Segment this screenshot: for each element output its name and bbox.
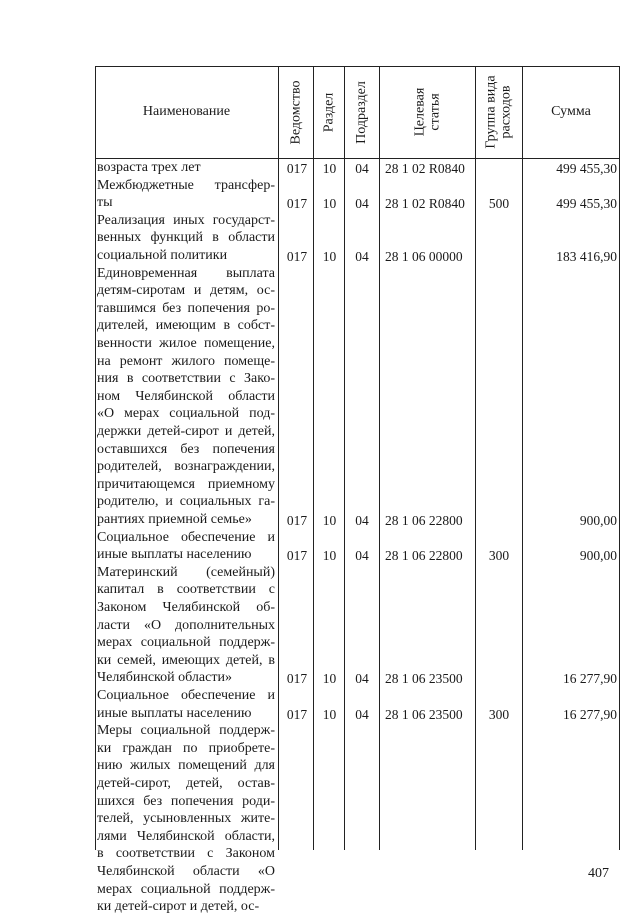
- header-gruppa: [475, 66, 522, 158]
- header-podrazdel: [344, 66, 379, 158]
- row-gruppa: 500: [488, 196, 510, 212]
- header-razdel: [313, 66, 344, 158]
- row-name-line: детям-сиротам и детям, ос-: [97, 283, 275, 299]
- row-razdel: 10: [322, 161, 337, 176]
- row-name-line: иные выплаты населению: [97, 705, 252, 721]
- row-name-line: ки граждан по приобрете-: [97, 740, 275, 756]
- row-summa: 499 455,30: [556, 196, 617, 212]
- header-gruppa-line1: Группа вида: [483, 75, 499, 149]
- row-name-line: Социальное обеспечение и: [97, 688, 275, 703]
- row-name-line: Меры социальной поддерж-: [97, 723, 275, 739]
- row-name-line: мерах социальной поддерж-: [97, 635, 275, 651]
- row-razdel: 10: [322, 706, 337, 722]
- row-razdel: 10: [322, 548, 337, 564]
- row-summa: 16 277,90: [563, 706, 617, 722]
- row-name: [97, 177, 275, 212]
- row-ved: 017: [286, 513, 308, 528]
- row-celevaya: 28 1 06 22800: [385, 513, 463, 528]
- row-gruppa: 300: [488, 548, 510, 564]
- row-name: [97, 564, 275, 687]
- row-name: [97, 687, 275, 722]
- row-name-line: оставшихся без попечения: [97, 441, 275, 457]
- row-name-line: детей-сирот, детей, остав-: [97, 775, 275, 791]
- row-podrazdel: 04: [355, 161, 369, 176]
- row-name-line: родителей, вознаграждении,: [97, 459, 275, 475]
- row-podrazdel: 04: [355, 196, 369, 212]
- row-razdel: 10: [322, 196, 337, 212]
- row-celevaya: 28 1 02 R0840: [385, 196, 465, 212]
- row-summa: 183 416,90: [556, 249, 617, 264]
- row-name-line: шихся без попечения роди-: [97, 793, 275, 809]
- row-ved: 017: [286, 249, 308, 264]
- row-podrazdel: 04: [355, 548, 369, 564]
- row-name-line: Социальное обеспечение и: [97, 529, 275, 545]
- row-celevaya: 28 1 06 23500: [385, 671, 463, 687]
- row-gruppa: 300: [488, 706, 510, 722]
- row-podrazdel: 04: [355, 249, 369, 264]
- header-ved-text: Ведомство: [288, 80, 303, 144]
- row-name-line: социальной политики: [97, 247, 228, 263]
- row-name-line: Материнский (семейный): [97, 564, 275, 580]
- row-razdel: 10: [322, 671, 337, 687]
- row-name-line: Единовременная выплата: [97, 265, 275, 281]
- header-celevaya: [379, 66, 475, 158]
- row-name-line: иные выплаты населению: [97, 547, 252, 563]
- header-celevaya-line1: Целевая: [411, 87, 427, 137]
- header-name: [95, 66, 278, 158]
- row-podrazdel: 04: [355, 671, 369, 687]
- row-summa: 900,00: [579, 513, 617, 528]
- row-name: [97, 159, 275, 177]
- col-border-left: [95, 66, 96, 850]
- row-ved: 017: [286, 671, 308, 687]
- header-summa-text: Сумма: [551, 104, 591, 119]
- row-name-line: рантиях приемной семье»: [97, 511, 252, 527]
- header-name-text: Наименование: [142, 104, 231, 119]
- page-number: 407: [588, 866, 609, 881]
- col-border-summa: [522, 66, 523, 850]
- row-name-line: телей, усыновленных жите-: [97, 811, 275, 827]
- row-name-line: дителей, имеющим в собст-: [97, 318, 275, 334]
- row-name-line: Челябинской области «О: [97, 863, 275, 879]
- row-razdel: 10: [322, 513, 337, 528]
- row-name: [97, 722, 275, 916]
- row-name-line: ки семей, имеющих детей, в: [97, 652, 275, 668]
- row-ved: 017: [286, 161, 308, 176]
- row-name-line: «О мерах социальной под-: [97, 406, 275, 422]
- header-razdel-text: Раздел: [321, 92, 337, 132]
- row-summa: 499 455,30: [556, 161, 617, 176]
- row-name-line: ты: [97, 195, 113, 211]
- row-name-line: капитал в соответствии с: [97, 582, 275, 598]
- row-name-line: держки детей-сирот и детей,: [97, 423, 275, 439]
- row-name-line: причитающемся приемному: [97, 476, 275, 492]
- header-gruppa-line2: расходов: [498, 85, 514, 139]
- row-celevaya: 28 1 06 22800: [385, 548, 463, 564]
- row-summa: 16 277,90: [563, 671, 617, 687]
- row-razdel: 10: [322, 249, 337, 264]
- row-name: [97, 265, 275, 529]
- row-name-line: на ремонт жилого помеще-: [97, 353, 275, 369]
- row-name-line: Законом Челябинской об-: [97, 599, 275, 615]
- header-celevaya-line2: статья: [426, 93, 442, 131]
- row-name-line: лями Челябинской области,: [97, 828, 275, 844]
- row-name-line: ном Челябинской области: [97, 388, 275, 404]
- row-ved: 017: [286, 548, 308, 564]
- col-border-gruppa: [475, 66, 476, 850]
- header-ved: [278, 66, 313, 158]
- row-ved: 017: [286, 196, 308, 212]
- row-name-line: тавшимся без попечения ро-: [97, 300, 275, 316]
- row-name-line: Челябинской области»: [97, 670, 232, 686]
- row-celevaya: 28 1 02 R0840: [385, 161, 465, 176]
- col-border-celevaya: [379, 66, 380, 850]
- row-name: [97, 212, 275, 265]
- row-name-line: ния в соответствии с Зако-: [97, 371, 275, 387]
- row-name-line: нию жилых помещений для: [97, 758, 275, 774]
- row-name-line: венности жилое помещение,: [97, 335, 275, 351]
- row-summa: 900,00: [579, 548, 617, 564]
- row-podrazdel: 04: [355, 706, 369, 722]
- col-border-podrazdel: [344, 66, 345, 850]
- header-gruppa-text: [484, 75, 514, 148]
- row-name-line: венных функций в области: [97, 230, 275, 246]
- header-summa: [522, 66, 620, 158]
- row-name-line: возраста трех лет: [97, 160, 201, 175]
- col-border-razdel: [313, 66, 314, 850]
- row-name-line: ласти «О дополнительных: [97, 617, 275, 633]
- col-border-ved: [278, 66, 279, 850]
- row-name-line: Межбюджетные трансфер-: [97, 177, 275, 193]
- row-name: [97, 529, 275, 564]
- row-name-line: Реализация иных государст-: [97, 212, 275, 228]
- row-name-line: ки детей-сирот и детей, ос-: [97, 899, 260, 915]
- header-podrazdel-text: Подраздел: [354, 80, 369, 144]
- row-celevaya: 28 1 06 23500: [385, 706, 463, 722]
- header-celevaya-text: [412, 88, 442, 137]
- row-name-line: мерах социальной поддерж-: [97, 881, 275, 897]
- row-podrazdel: 04: [355, 513, 369, 528]
- row-name-line: родителю, и социальных га-: [97, 494, 275, 510]
- col-border-right: [619, 66, 620, 850]
- row-name-line: в соответствии с Законом: [97, 846, 275, 862]
- row-celevaya: 28 1 06 00000: [385, 249, 463, 264]
- row-ved: 017: [286, 706, 308, 722]
